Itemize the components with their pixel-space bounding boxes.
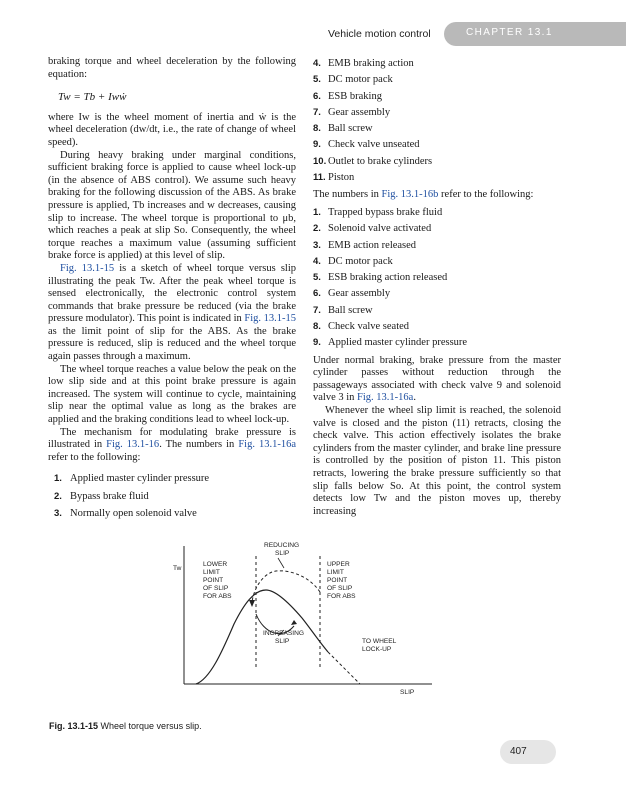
text-run: refer to the following: <box>48 451 141 463</box>
upper-limit-line-5: FOR ABS <box>327 593 356 600</box>
list-number: 1. <box>54 473 62 485</box>
list-number: 3. <box>313 239 321 251</box>
paragraph <box>313 355 561 405</box>
paragraph <box>48 427 296 465</box>
numbered-list <box>54 470 296 523</box>
list-number: 8. <box>313 123 321 135</box>
list-item <box>313 303 561 319</box>
reducing-slip-leader <box>278 558 284 568</box>
text-run: . <box>413 392 416 404</box>
list-text: ESB braking action released <box>328 272 448 284</box>
caption-label: Fig. 13.1-15 <box>49 721 99 731</box>
list-item <box>313 154 561 170</box>
paragraph <box>313 189 561 202</box>
right-column <box>313 56 561 518</box>
list-text: EMB braking action <box>328 58 414 69</box>
increasing-slip-line-2: SLIP <box>275 638 290 645</box>
list-text: Check valve unseated <box>328 139 420 151</box>
list-number: 9. <box>313 139 321 151</box>
list-text: Gear assembly <box>328 106 391 118</box>
increasing-slip-line-1: INCREASING <box>263 630 305 637</box>
to-wheel-lockup-line-2: LOCK-UP <box>362 646 392 653</box>
to-wheel-lockup-line-1: TO WHEEL <box>362 638 397 645</box>
numbered-list <box>313 205 561 352</box>
page-number-tab <box>500 740 556 764</box>
paragraph <box>48 263 296 364</box>
list-number: 11. <box>313 172 326 184</box>
list-number: 2. <box>54 490 62 502</box>
lower-limit-label <box>203 561 232 600</box>
lower-limit-line-5: FOR ABS <box>203 593 232 600</box>
reducing-slip-line-2: SLIP <box>275 550 290 557</box>
lower-limit-line-2: LIMIT <box>203 569 220 576</box>
list-item <box>313 270 561 286</box>
list-text: Check valve seated <box>328 321 410 333</box>
list-item <box>313 254 561 270</box>
list-item <box>313 121 561 137</box>
to-wheel-lockup-label <box>362 638 397 653</box>
text-run: The numbers in <box>313 189 382 201</box>
torque-curve <box>196 590 328 684</box>
list-number: 8. <box>313 321 321 333</box>
list-item <box>54 470 296 488</box>
list-item <box>313 221 561 237</box>
list-text: Gear assembly <box>328 288 391 300</box>
list-item <box>313 335 561 351</box>
list-number: 7. <box>313 304 321 316</box>
numbered-list <box>313 56 561 186</box>
reducing-slip-arrowhead <box>249 600 255 607</box>
list-number: 9. <box>313 337 321 349</box>
list-number: 7. <box>313 106 321 118</box>
lower-limit-line-1: LOWER <box>203 561 228 568</box>
text-run: as the limit point of slip for the ABS. As the brake pressure is reduced, slip is reduced and the wheel torque again passes through a maximum. <box>48 325 296 363</box>
page-number: 407 <box>510 746 527 757</box>
list-text: Applied master cylinder pressure <box>70 473 210 485</box>
list-text: DC motor pack <box>328 255 393 267</box>
list-number: 5. <box>313 74 321 86</box>
figure-caption <box>49 721 202 731</box>
paragraph: where Iw is the wheel moment of inertia and ẇ is the wheel deceleration (dw/dt, i.e., the rate of change of wheel speed). <box>48 111 296 148</box>
list-item <box>313 105 561 121</box>
paragraph: braking torque and wheel deceleration by the following equation: <box>48 56 296 80</box>
list-text: DC motor pack <box>328 74 393 86</box>
list-item <box>313 89 561 105</box>
caption-text: Wheel torque versus slip. <box>98 721 202 731</box>
figure-link[interactable]: Fig. 13.1-16a <box>238 439 296 451</box>
upper-limit-line-4: OF SLIP <box>327 585 353 592</box>
reducing-slip-label <box>264 542 299 557</box>
list-number: 6. <box>313 288 321 300</box>
equation: Tw = Tb + Iwẇ <box>58 91 127 104</box>
list-item <box>54 505 296 523</box>
upper-limit-line-1: UPPER <box>327 561 350 568</box>
list-item <box>313 170 561 186</box>
list-item <box>313 319 561 335</box>
list-number: 2. <box>313 223 321 235</box>
list-number: 1. <box>313 206 321 218</box>
list-number: 4. <box>313 58 321 69</box>
upper-limit-line-3: POINT <box>327 577 348 584</box>
figure-link[interactable]: Fig. 13.1-15 <box>60 262 115 274</box>
paragraph: Whenever the wheel slip limit is reached, the solenoid valve is closed and the piston (11) retracts, closing the check valve. This action effectively isolates the brake cylinders from the master cylinder, and brake line pressure is controlled by the position of piston 11. This piston retracts, lowering the brake pressure sufficiently so that slip falls below So. At this point, the control system detects low Tw and the piston moves up, thereby increasing <box>313 405 561 517</box>
list-text: Ball screw <box>328 304 373 316</box>
paragraph: The wheel torque reaches a value below the peak on the low slip side and at this point brake pressure is again increased. The system will continue to cycle, maintaining slip near the optimal value as long as the brakes are applied and the braking conditions lead to wheel lock-up. <box>48 363 296 426</box>
list-number: 4. <box>313 255 321 267</box>
list-text: Normally open solenoid valve <box>70 508 197 520</box>
list-number: 10. <box>313 155 327 167</box>
list-text: Solenoid valve activated <box>328 223 432 235</box>
list-text: Outlet to brake cylinders <box>328 155 433 167</box>
list-text: Ball screw <box>328 123 373 135</box>
list-text: Applied master cylinder pressure <box>328 337 468 349</box>
x-axis-label: SLIP <box>400 689 415 696</box>
upper-limit-label <box>327 561 356 600</box>
figure-link[interactable]: Fig. 13.1-16 <box>106 439 160 451</box>
list-item <box>313 205 561 221</box>
list-number: 6. <box>313 90 321 102</box>
list-number: 3. <box>54 508 62 520</box>
text-run: is a sketch of wheel torque versus slip illustrating the peak Tw. After the peak wheel torque is sensed electronically, the electronic control system commands that brake pressure be reduced (via the brake pressure modulator). This point is indicated in <box>48 262 296 325</box>
increasing-slip-arrowhead <box>291 620 297 625</box>
list-text: ESB braking <box>328 90 382 102</box>
upper-limit-line-2: LIMIT <box>327 569 344 576</box>
lockup-extension <box>328 652 360 684</box>
list-item <box>313 56 561 72</box>
chapter-label: CHAPTER 13.1 <box>466 27 553 38</box>
list-text: EMB action released <box>328 239 417 251</box>
list-number: 5. <box>313 272 321 284</box>
running-header-title: Vehicle motion control <box>328 28 431 40</box>
list-item <box>313 137 561 153</box>
text-run: Under normal braking, brake pressure from the master cylinder passes without reduction through the passageways associated with check valve 9 and solenoid valve 3 in <box>313 354 561 404</box>
wheel-torque-slip-figure <box>160 534 460 706</box>
figure-link[interactable]: Fig. 13.1-15 <box>244 313 296 325</box>
text-run: The mechanism for modulating brake pressure is illustrated in <box>48 426 296 451</box>
increasing-slip-label <box>263 630 304 645</box>
reducing-slip-path <box>252 571 320 602</box>
text-run: . The numbers in <box>159 439 239 451</box>
lower-limit-line-3: POINT <box>203 577 224 584</box>
reducing-slip-line-1: REDUCING <box>264 542 300 549</box>
figure-link[interactable]: Fig. 13.1-16a <box>357 392 414 404</box>
list-item <box>313 72 561 88</box>
figure-link[interactable]: Fig. 13.1-16b <box>381 189 439 201</box>
lower-limit-line-4: OF SLIP <box>203 585 229 592</box>
list-item <box>54 488 296 506</box>
left-column <box>48 56 296 523</box>
paragraph: During heavy braking under marginal conditions, sufficient braking force is applied to cause wheel lock-up (in the absence of ABS control). We assume such heavy braking for the following discussion of the ABS. As brake pressure is applied, Tb increases and w decreases, causing slip to increase. The wheel torque is proportional to μb, which reaches a peak at slip So. Consequently, the wheel torque reaches a maximum value (assuming sufficient brake force is applied) at this level of slip. <box>48 149 296 262</box>
list-text: Piston <box>328 172 355 184</box>
y-axis-label: Tw <box>173 565 182 572</box>
text-run: refer to the following: <box>438 189 534 201</box>
list-text: Bypass brake fluid <box>70 490 149 502</box>
list-text: Trapped bypass brake fluid <box>328 206 443 218</box>
list-item <box>313 286 561 302</box>
list-item <box>313 238 561 254</box>
